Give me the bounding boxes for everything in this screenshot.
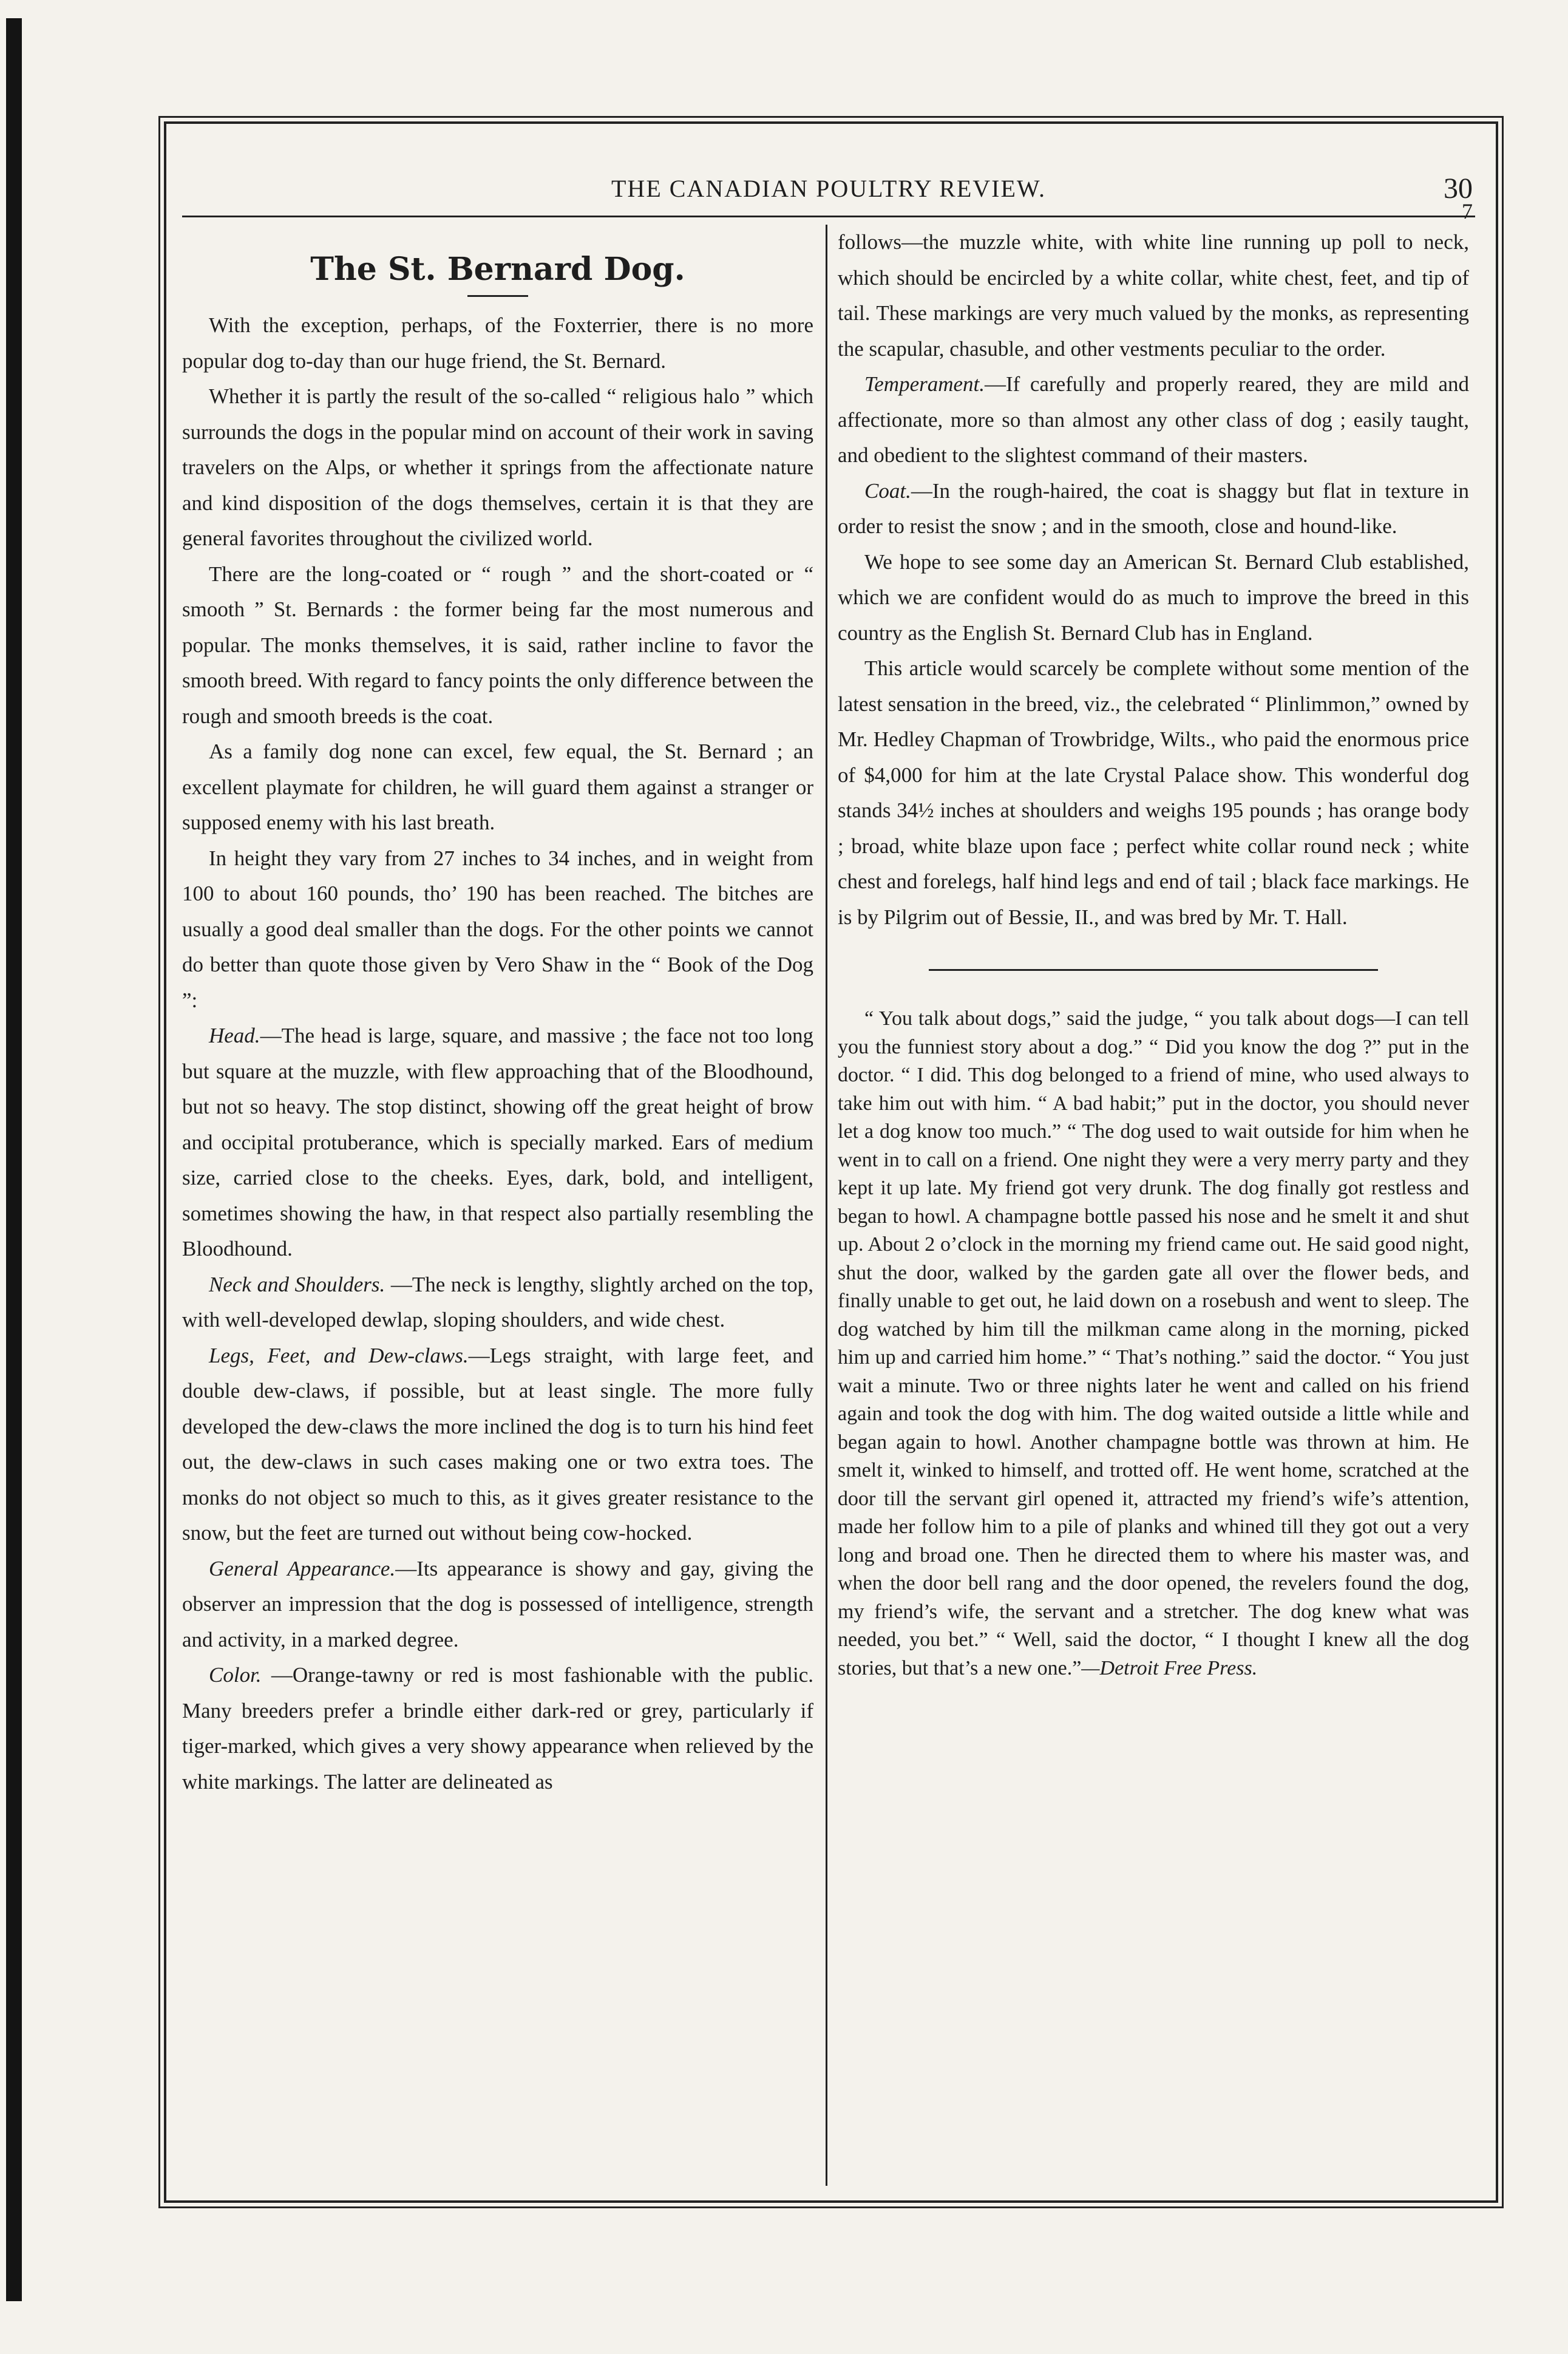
article-paragraph [182,308,813,379]
article-paragraph [838,651,1469,935]
binding-edge [6,18,22,2301]
paragraph-text: —The head is large, square, and massive ; the face not too long but square at the muzzle, with flew approaching that of the Bloodhound, but not so heavy. The stop distinct, showing off the great height of brow and occipital protuberance, which is specially marked. Ears of medium size, carried close to the cheeks. Eyes, dark, bold, and intelligent, sometimes showing the haw, in that respect also partially resembling the Bloodhound. [182,1024,813,1260]
paragraph-lead: General Appearance. [209,1556,396,1580]
paragraph-lead: Neck and Shoulders. [209,1272,385,1296]
paragraph-text: There are the long-coated or “ rough ” and the short-coated or “ smooth ” St. Bernards : the former being far the most numerous and popular. The monks themselves, it is said, rather incline to favor the smooth breed. With regard to fancy points the only difference between the rough and smooth breeds is the coat. [182,562,813,728]
article-paragraph [182,1338,813,1551]
article-paragraph [182,1658,813,1800]
article-paragraph [838,474,1469,545]
journal-title: THE CANADIAN POULTRY REVIEW. [611,175,1046,202]
paragraph-text: This article would scarcely be complete without some mention of the latest sensation in the breed, viz., the celebrated “ Plinlimmon,” owned by Mr. Hedley Chapman of Trowbridge, Wilts., who paid the enormous price of $4,000 for him at the late Crystal Palace show. This wonderful dog stands 34½ inches at shoulders and weighs 195 pounds ; has orange body ; broad, white blaze upon face ; perfect white collar round neck ; white chest and forelegs, half hind legs and end of tail ; black face markings. He is by Pilgrim out of Bessie, II., and was bred by Mr. T. Hall. [838,656,1469,929]
title-rule [467,295,528,297]
article-paragraph [838,225,1469,367]
paragraph-text: Whether it is partly the result of the so-called “ religious halo ” which surrounds the dogs in the popular mind on account of their work in saving travelers on the Alps, or whether it springs from the affectionate nature and kind disposition of the dogs themselves, certain it is that they are general favorites throughout the civilized world. [182,384,813,550]
page-number-sub: 7 [1462,199,1473,223]
paragraph-lead: Coat. [864,478,911,503]
article-paragraph [182,734,813,841]
paragraph-text: —If carefully and properly reared, they are mild and affectionate, more so than almost any other class of dog ; easily taught, and obedient to the slightest command of their masters. [838,372,1469,467]
article-paragraph [182,1267,813,1338]
right-paragraphs [838,225,1469,935]
anecdote-source: —Detroit Free Press. [1081,1656,1258,1679]
article-paragraph [838,545,1469,651]
paragraph-text: —The neck is lengthy, slightly arched on the top, with well-developed dewlap, sloping shoulders, and wide chest. [182,1272,813,1332]
article-paragraph [838,367,1469,474]
anecdote-text: “ You talk about dogs,” said the judge, “ you talk about dogs—I can tell you the funniest story about a dog.” “ Did you know the dog ?” put in the doctor. “ I did. This dog belonged to a friend of mine, who used always to take him out with him. “ A bad habit;” put in the doctor, you should never let a dog know too much.” “ The dog used to wait outside for him when he went in to call on a friend. One night they were a very merry party and they kept it up late. My friend got very drunk. The dog finally got restless and began to howl. A champagne bottle passed his nose and he smelt it and shut up. About 2 o’clock in the morning my friend came out. He said good night, shut the door, walked by the garden gate all over the flower beds, and finally unable to get out, he laid down on a rosebush and went to sleep. The dog watched by him till the milkman came along in the morning, picked him up and carried him home.” “ That’s nothing.” said the doctor. “ You just wait a minute. Two or three nights later he went and called on his friend again and took the dog with him. The dog waited outside a little while and began again to howl. Another champagne bottle was thrown at him. He smelt it, winked to himself, and trotted off. He went home, scratched at the door till the servant girl opened it, attracted my friend’s wife’s attention, made her follow him to a pile of planks and whined till they got out a very long and broad one. Then he directed them to where his master was, and when the door bell rang and the door opened, the revelers found the dog, my friend’s wife, the servant and a stretcher. The dog knew what was needed, you bet.” “ Well, said the doctor, “ I thought I knew all the dog stories, but that’s a new one.” [838,1007,1469,1679]
article-paragraph [182,557,813,735]
article-paragraph [182,1551,813,1658]
running-header [182,167,1475,223]
page-number: 30 [1444,172,1473,205]
column-divider [826,225,827,2186]
paragraph-text: As a family dog none can excel, few equal, the St. Bernard ; an excellent playmate for children, he will guard them against a stranger or supposed enemy with his last breath. [182,740,813,834]
paragraph-text: In height they vary from 27 inches to 34 inches, and in weight from 100 to about 160 pounds, tho’ 190 has been reached. The bitches are usually a good deal smaller than the dogs. For the other points we cannot do better than quote those given by Vero Shaw in the “ Book of the Dog ”: [182,846,813,1012]
paragraph-text: —In the rough-haired, the coat is shaggy but flat in texture in order to resist the snow ; and in the smooth, close and hound-like. [838,478,1469,538]
right-column [838,225,1469,2168]
article-paragraph [182,1018,813,1267]
paragraph-lead: Head. [209,1024,260,1047]
anecdote [838,1005,1469,1682]
paragraph-text: —Orange-tawny or red is most fashionable with the public. Many breeders prefer a brindle either dark-red or grey, particularly if tiger-marked, which gives a very showy appearance when relieved by the white markings. The latter are delineated as [182,1663,813,1794]
article-paragraph [182,379,813,557]
paragraph-text: —Legs straight, with large feet, and double dew-claws, if possible, but at least single. The more fully developed the dew-claws the more inclined the dog is to turn his hind feet out, the dew-claws in such cases making one or two extra toes. The monks do not object so much to this, as it gives greater resistance to the snow, but the feet are turned out without being cow-hocked. [182,1343,813,1545]
paragraph-lead: Temperament. [864,372,985,396]
paragraph-text: —Its appearance is showy and gay, giving the observer an impression that the dog is possessed of intelligence, strength and activity, in a marked degree. [182,1556,813,1652]
article-title: The St. Bernard Dog. [310,251,685,288]
section-separator [929,969,1378,971]
left-column [182,225,813,2168]
paragraph-text: follows—the muzzle white, with white line running up poll to neck, which should be encircled by a white collar, white chest, feet, and tip of tail. These markings are very much valued by the monks, as representing the scapular, chasuble, and other vestments peculiar to the order. [838,230,1469,361]
paragraph-lead: Color. [209,1663,262,1687]
article-paragraph [182,841,813,1019]
left-paragraphs [182,308,813,1800]
paragraph-text: With the exception, perhaps, of the Foxterrier, there is no more popular dog to-day than our huge friend, the St. Bernard. [182,313,813,373]
paragraph-lead: Legs, Feet, and Dew-claws. [209,1343,469,1367]
paragraph-text: We hope to see some day an American St. Bernard Club established, which we are confident would do as much to improve the breed in this country as the English St. Bernard Club has in England. [838,549,1469,645]
